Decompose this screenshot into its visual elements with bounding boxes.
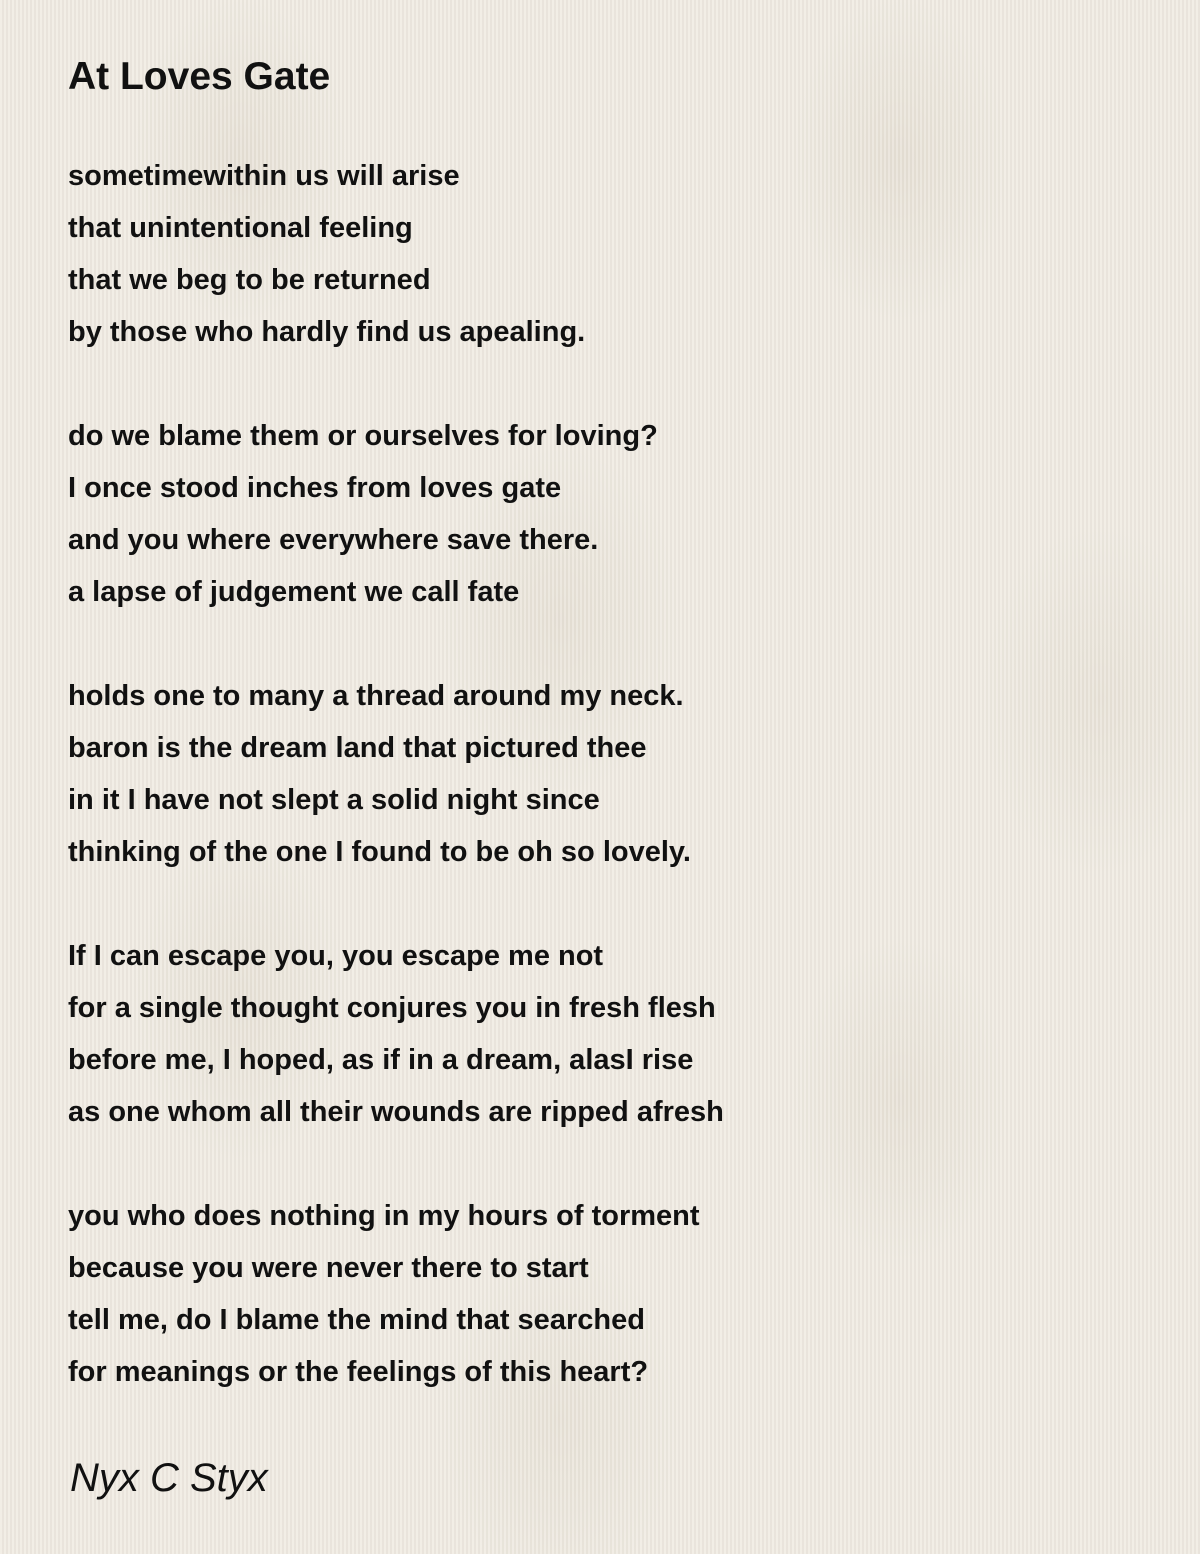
poem-line: for a single thought conjures you in fresh flesh xyxy=(68,992,716,1024)
poem-line: a lapse of judgement we call fate xyxy=(68,576,520,608)
poem-body xyxy=(68,150,724,1450)
poem-line: holds one to many a thread around my neck. xyxy=(68,680,684,712)
poem-line: I once stood inches from loves gate xyxy=(68,472,562,504)
poem-line: because you were never there to start xyxy=(68,1252,589,1284)
poem-line: before me, I hoped, as if in a dream, alasI rise xyxy=(68,1044,694,1076)
poem-title: At Loves Gate xyxy=(68,55,331,98)
poem-line: tell me, do I blame the mind that searched xyxy=(68,1304,645,1336)
poem-line: by those who hardly find us apealing. xyxy=(68,316,586,348)
poem-line: sometimewithin us will arise xyxy=(68,160,460,192)
poem-author: Nyx C Styx xyxy=(70,1456,268,1500)
poem-line: in it I have not slept a solid night since xyxy=(68,784,600,816)
stanza-3 xyxy=(68,670,724,878)
poem-line: and you where everywhere save there. xyxy=(68,524,599,556)
stanza-2 xyxy=(68,410,724,618)
stanza-5 xyxy=(68,1190,724,1398)
stanza-1 xyxy=(68,150,724,358)
poem-line: do we blame them or ourselves for loving? xyxy=(68,420,658,452)
poem-line: baron is the dream land that pictured thee xyxy=(68,732,647,764)
poem-line: thinking of the one I found to be oh so lovely. xyxy=(68,836,691,868)
poem-line: If I can escape you, you escape me not xyxy=(68,940,604,972)
poem-line: you who does nothing in my hours of torment xyxy=(68,1200,700,1232)
stanza-4 xyxy=(68,930,724,1138)
poem-line: that unintentional feeling xyxy=(68,212,413,244)
poem-line: that we beg to be returned xyxy=(68,264,431,296)
poem-line: for meanings or the feelings of this heart? xyxy=(68,1356,649,1388)
poem-line: as one whom all their wounds are ripped afresh xyxy=(68,1096,724,1128)
